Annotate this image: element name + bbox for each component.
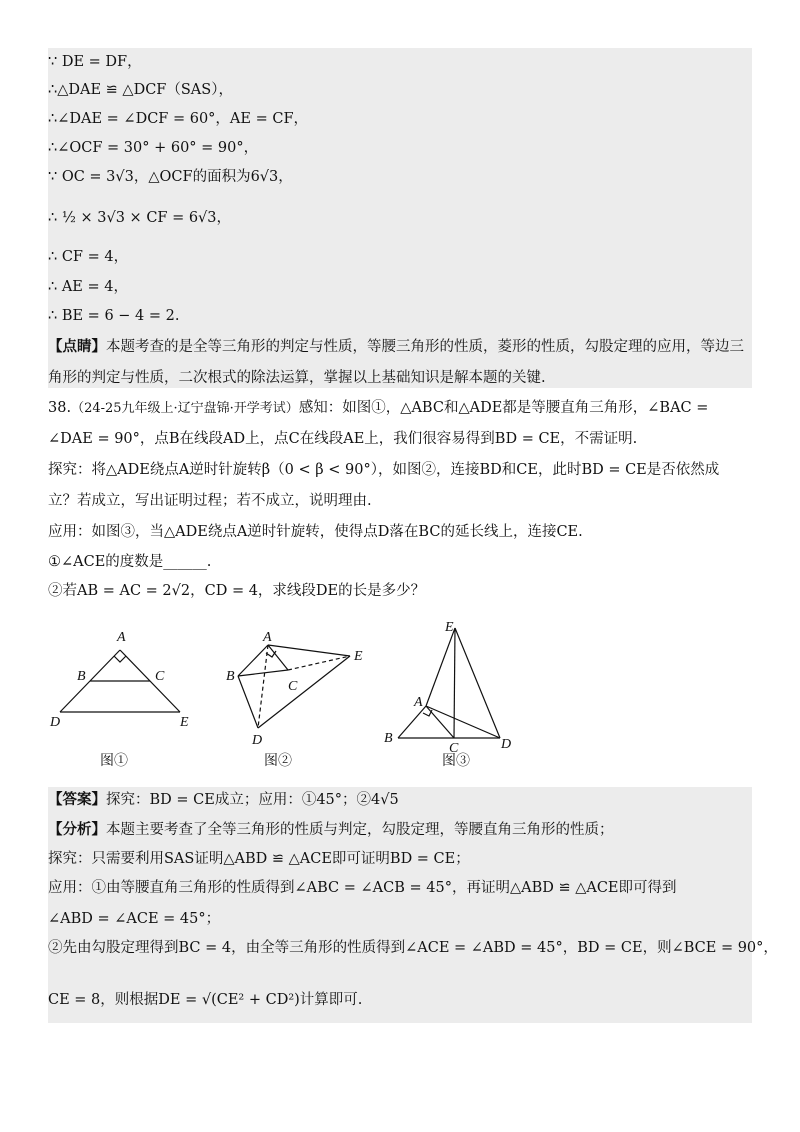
fig3-label-e: E <box>445 620 454 635</box>
fig1-label-c: C <box>155 669 165 684</box>
analysis-apply-4: CE = 8，则根据DE = √(CE² + CD²)计算即可. <box>48 992 363 1008</box>
question-intro-text: 感知：如图①，△ABC和△ADE都是等腰直角三角形，∠BAC = ∠DAE = 90°，点B在线段AD上，点C在线段AE上，我们很容易得到BD = CE，不需证明. <box>48 400 709 447</box>
fig3-caption: 图③ <box>442 754 470 769</box>
fig1-label-a: A <box>117 630 126 645</box>
fig3-label-d: D <box>501 737 512 752</box>
solution-line-8: ∴ AE = 4， <box>48 279 128 295</box>
solution-line-5: ∵ OC = 3√3，△OCF的面积为6√3， <box>48 169 293 185</box>
analysis-line <box>48 820 614 840</box>
analysis-apply-1: 应用：①由等腰直角三角形的性质得到∠ABC = ∠ACB = 45°，再证明△ABD ≌ △ACE即可得到 <box>48 880 677 896</box>
fig1-label-b: B <box>77 669 86 684</box>
fig3-label-a: A <box>414 695 423 710</box>
solution-line-1: ∵ DE = DF， <box>48 54 142 70</box>
analysis-apply-2: ∠ABD = ∠ACE = 45°； <box>48 911 221 927</box>
question-sub1: ①∠ACE的度数是______. <box>48 554 212 570</box>
fig2-label-a: A <box>263 630 272 645</box>
comment-tag: 【点睛】 <box>48 338 106 355</box>
solution-line-3: ∴∠DAE = ∠DCF = 60°，AE = CF， <box>48 111 309 127</box>
analysis-apply-3: ②先由勾股定理得到BC = 4，由全等三角形的性质得到∠ACE = ∠ABD = 45°，BD = CE，则∠BCE = 90°， <box>48 940 778 956</box>
analysis-explore: 探究：只需要利用SAS证明△ABD ≌ △ACE即可证明BD = CE； <box>48 851 470 867</box>
figure-3 <box>398 628 500 738</box>
answer-text: 探究：BD = CE成立；应用：①45°；②4√5 <box>106 792 399 808</box>
solution-line-4: ∴∠OCF = 30° + 60° = 90°， <box>48 140 259 156</box>
answer-line <box>48 790 399 810</box>
comment-text: 本题考查的是全等三角形的判定与性质，等腰三角形的性质，菱形的性质，勾股定理的应用，等边三角形的判定与性质，二次根式的除法运算，掌握以上基础知识是解本题的关键. <box>48 339 744 386</box>
question-sub2: ②若AB = AC = 2√2，CD = 4，求线段DE的长是多少？ <box>48 583 426 599</box>
solution-line-9: ∴ BE = 6 − 4 = 2. <box>48 308 180 324</box>
fig1-label-d: D <box>50 715 61 730</box>
question-apply: 应用：如图③，当△ADE绕点A逆时针旋转，使得点D落在BC的延长线上，连接CE. <box>48 524 583 540</box>
fig2-label-c: C <box>288 679 298 694</box>
analysis-tag: 【分析】 <box>48 821 106 838</box>
fig2-label-d: D <box>252 733 263 748</box>
solution-line-7: ∴ CF = 4， <box>48 249 129 265</box>
fig1-caption: 图① <box>100 754 128 769</box>
analysis-text: 本题主要考查了全等三角形的性质与判定，勾股定理，等腰直角三角形的性质； <box>106 822 614 838</box>
solution-line-6: ∴ ½ × 3√3 × CF = 6√3， <box>48 210 232 226</box>
fig2-label-b: B <box>226 669 235 684</box>
fig2-caption: 图② <box>264 754 292 769</box>
solution-line-2: ∴△DAE ≌ △DCF（SAS）， <box>48 82 233 98</box>
question-source: （24-25九年级上·辽宁盘锦·开学考试） <box>71 401 299 416</box>
question-number: 38. <box>48 400 72 416</box>
question-explore: 探究：将△ADE绕点A逆时针旋转β（0 < β < 90°），如图②，连接BD和CE，此时BD = CE是否依然成立？若成立，写出证明过程；若不成立，说明理由. <box>48 462 720 509</box>
fig2-label-e: E <box>354 649 363 664</box>
fig3-label-c: C <box>449 741 459 756</box>
fig3-label-b: B <box>384 731 393 746</box>
answer-tag: 【答案】 <box>48 791 106 808</box>
fig1-label-e: E <box>180 715 189 730</box>
